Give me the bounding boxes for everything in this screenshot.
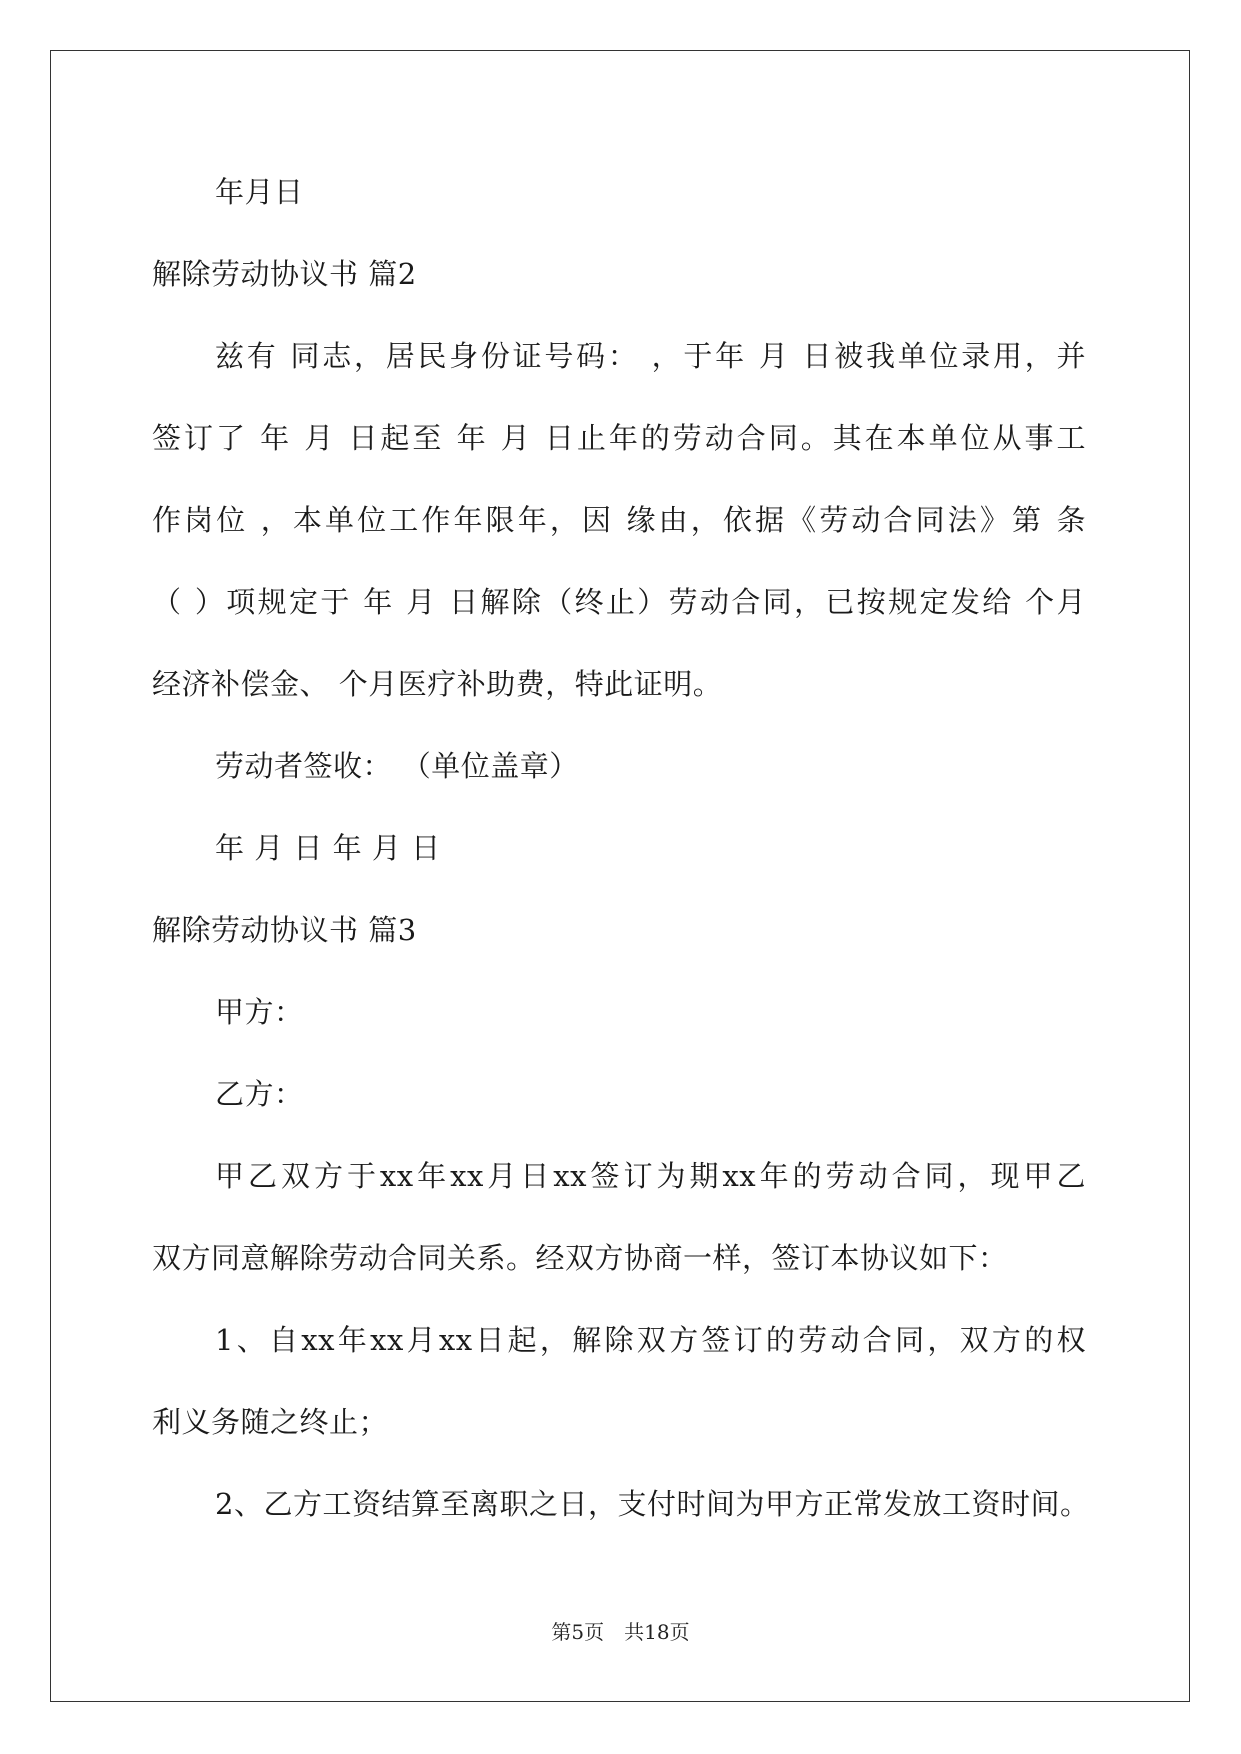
paragraph-line: 兹有 同志，居民身份证号码： ，于年 月 日被我单位录用，并 xyxy=(215,339,1086,373)
paragraph-line: 甲乙双方于xx年xx月日xx签订为期xx年的劳动合同，现甲乙 xyxy=(215,1159,1086,1193)
party-b-line: 乙方： xyxy=(215,1077,304,1111)
paragraph-line: 双方同意解除劳动合同关系。经双方协商一样，签订本协议如下： xyxy=(152,1241,1008,1275)
clause-line: 2、乙方工资结算至离职之日，支付时间为甲方正常发放工资时间。 xyxy=(215,1487,1090,1521)
paragraph-line: （ ）项规定于 年 月 日解除（终止）劳动合同，已按规定发给 个月 xyxy=(152,585,1086,619)
paragraph-line: 经济补偿金、 个月医疗补助费，特此证明。 xyxy=(152,667,723,701)
party-a-line: 甲方： xyxy=(215,995,304,1029)
page-border xyxy=(50,50,1190,1702)
section-heading: 解除劳动协议书 篇2 xyxy=(152,257,417,291)
section-heading: 解除劳动协议书 篇3 xyxy=(152,913,417,947)
date-line: 年 月 日 年 月 日 xyxy=(215,831,441,865)
clause-line: 利义务随之终止； xyxy=(152,1405,389,1439)
clause-line: 1、自xx年xx月xx日起，解除双方签订的劳动合同，双方的权 xyxy=(215,1323,1086,1357)
paragraph-line: 作岗位 ，本单位工作年限年，因 缘由，依据《劳动合同法》第 条 xyxy=(152,503,1086,537)
page-number: 第5页 共18页 xyxy=(551,1620,690,1644)
date-line: 年月日 xyxy=(215,175,304,209)
signature-line: 劳动者签收： （单位盖章） xyxy=(215,749,579,783)
paragraph-line: 签订了 年 月 日起至 年 月 日止年的劳动合同。其在本单位从事工 xyxy=(152,421,1086,455)
